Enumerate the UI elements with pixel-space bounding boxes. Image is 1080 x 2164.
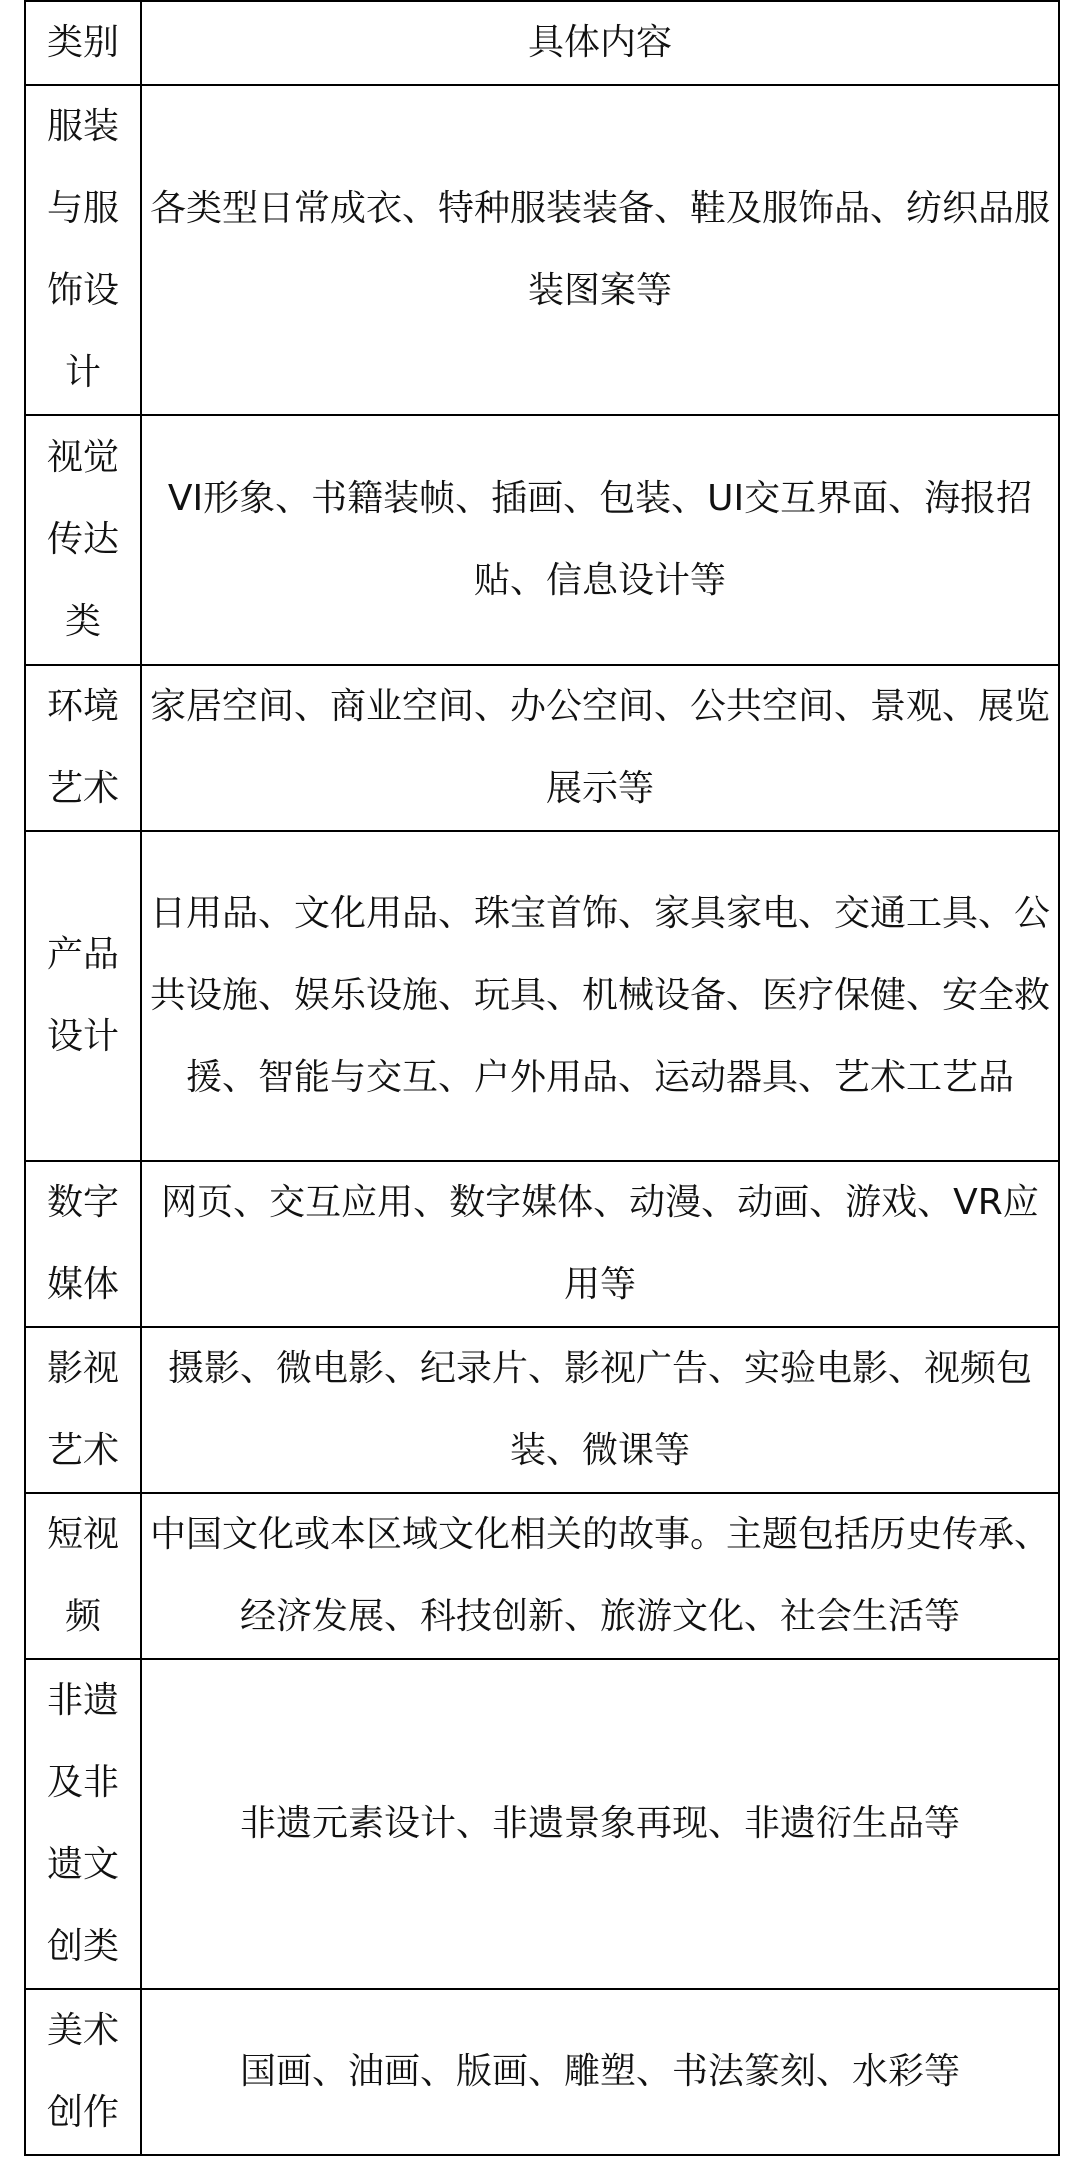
content-cell: 网页、交互应用、数字媒体、动漫、动画、游戏、VR应用等 [141, 1161, 1059, 1327]
category-cell: 影视艺术 [25, 1327, 141, 1493]
table-row [25, 1327, 1059, 1493]
content-cell: 非遗元素设计、非遗景象再现、非遗衍生品等 [141, 1659, 1059, 1989]
content-cell: 家居空间、商业空间、办公空间、公共空间、景观、展览展示等 [141, 665, 1059, 831]
category-cell: 数字媒体 [25, 1161, 141, 1327]
category-cell: 产品设计 [25, 831, 141, 1161]
table-header-row [25, 1, 1059, 85]
category-table [24, 0, 1060, 2156]
category-cell: 服装与服饰设计 [25, 85, 141, 415]
table-row [25, 1493, 1059, 1659]
content-cell: VI形象、书籍装帧、插画、包装、UI交互界面、海报招贴、信息设计等 [141, 415, 1059, 665]
table-row [25, 665, 1059, 831]
category-cell: 环境艺术 [25, 665, 141, 831]
table-row [25, 1659, 1059, 1989]
content-cell: 摄影、微电影、纪录片、影视广告、实验电影、视频包装、微课等 [141, 1327, 1059, 1493]
category-cell: 非遗及非遗文创类 [25, 1659, 141, 1989]
category-cell: 视觉传达类 [25, 415, 141, 665]
table-row [25, 1161, 1059, 1327]
header-category: 类别 [25, 1, 141, 85]
table-row [25, 415, 1059, 665]
content-cell: 各类型日常成衣、特种服装装备、鞋及服饰品、纺织品服装图案等 [141, 85, 1059, 415]
table-row [25, 85, 1059, 415]
content-cell: 中国文化或本区域文化相关的故事。主题包括历史传承、经济发展、科技创新、旅游文化、社会生活等 [141, 1493, 1059, 1659]
category-cell: 美术创作 [25, 1989, 141, 2155]
content-cell: 国画、油画、版画、雕塑、书法篆刻、水彩等 [141, 1989, 1059, 2155]
category-cell: 短视频 [25, 1493, 141, 1659]
table-row [25, 831, 1059, 1161]
table-row [25, 1989, 1059, 2155]
content-cell: 日用品、文化用品、珠宝首饰、家具家电、交通工具、公共设施、娱乐设施、玩具、机械设备、医疗保健、安全救援、智能与交互、户外用品、运动器具、艺术工艺品 [141, 831, 1059, 1161]
header-content: 具体内容 [141, 1, 1059, 85]
